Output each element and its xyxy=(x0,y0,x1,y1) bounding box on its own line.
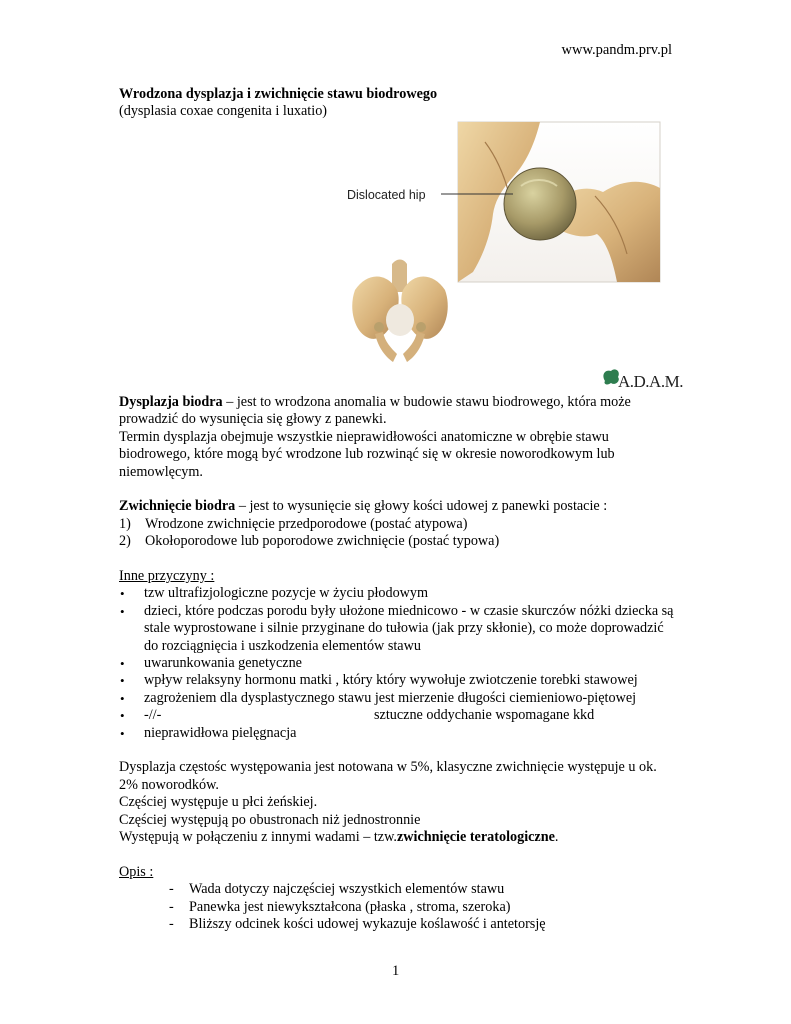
bullet-icon: • xyxy=(120,708,125,724)
title-block xyxy=(119,86,437,121)
adam-logo-text: A.D.A.M. xyxy=(618,372,683,391)
pelvis-overview xyxy=(352,260,448,363)
dysplazja-note: Termin dysplazja obejmuje wszystkie nieprawidłowości anatomiczne w obrębie stawu biodrowego, które mogą być wrodzone lub rozwinąć się w okresie noworodkowym lub niemowlęcym. xyxy=(119,428,615,480)
list-item: 1) Wrodzone zwichnięcie przedporodowe (postać atypowa) xyxy=(119,515,468,532)
list-item: • tzw ultrafizjologiczne pozycje w życiu płodowym xyxy=(120,585,429,602)
stats-line-2: Częściej występuje u płci żeńskiej. xyxy=(119,794,318,811)
opis-heading: Opis : xyxy=(119,863,154,880)
bullet-icon: • xyxy=(120,725,125,741)
list-item: • zagrożeniem dla dysplastycznego stawu jest mierzenie długości ciemieniowo-piętowej xyxy=(120,689,637,706)
document-title: Wrodzona dysplazja i zwichnięcie stawu biodrowego xyxy=(119,86,438,102)
list-item: • nieprawidłowa pielęgnacja xyxy=(120,724,297,741)
list-item: • wpływ relaksyny hormonu matki , który który wywołuje zwiotczenie torebki stawowej xyxy=(120,672,638,689)
bullet-icon: • xyxy=(120,603,125,619)
przyczyny-heading: Inne przyczyny : xyxy=(119,568,215,585)
stats-line-3: Częściej występują po obustronach niż jednostronnie xyxy=(119,811,421,828)
bullet-icon: • xyxy=(120,656,125,672)
header-url: www.pandm.prv.pl xyxy=(561,42,672,58)
dislocated-hip-figure xyxy=(335,122,683,400)
dysplazja-term: Dysplazja biodra xyxy=(119,394,223,410)
stats-line-4: Występują w połączeniu z innymi wadami – tzw.zwichnięcie teratologiczne. xyxy=(119,829,559,846)
dislocated-hip-label: Dislocated hip xyxy=(347,188,426,202)
list-item: - Bliższy odcinek kości udowej wykazuje koślawość i antetorsję xyxy=(169,916,546,933)
list-item: 2) Okołoporodowe lub poporodowe zwichnięcie (postać typowa) xyxy=(119,533,500,550)
zwichniecie-definition: – jest to wysunięcie się głowy kości udowej z panewki postacie : xyxy=(235,498,608,515)
opis-list xyxy=(119,881,674,933)
bullet-icon: • xyxy=(120,673,125,689)
list-item: - Wada dotyczy najczęściej wszystkich elementów stawu xyxy=(169,881,505,898)
przyczyny-list xyxy=(119,585,674,742)
body-text xyxy=(119,394,674,934)
list-item: • dzieci, które podczas porodu były ułożone miednicowo - w czasie skurczów nóżki dziecka są stale wyprostowane i silnie przyginane do tułowia (jak przy skłonie), co może doprowadzić do rozciągnięcia i uszkodzenia elementów stawu xyxy=(120,602,674,654)
bullet-icon: • xyxy=(120,586,125,602)
bullet-icon: • xyxy=(120,690,125,706)
zwichniecie-term: Zwichnięcie biodra xyxy=(119,498,236,515)
adam-logo xyxy=(603,369,683,391)
dysplazja-definition: – jest to wrodzona anomalia w budowie stawu biodrowego, która może prowadzić do wysunięcia się głowy z panewki. xyxy=(119,394,631,428)
page-number: 1 xyxy=(392,963,400,979)
zwichniecie-paragraph xyxy=(119,498,674,515)
list-item: • uwarunkowania genetyczne xyxy=(120,655,302,672)
hip-illustration xyxy=(335,122,683,400)
dysplazja-paragraph xyxy=(119,394,674,429)
zwichniecie-forms-list xyxy=(119,516,674,551)
stats-line-1: Dysplazja częstośc występowania jest notowana w 5%, klasyczne zwichnięcie występuje u ok. 2% noworodków. xyxy=(119,759,657,793)
closeup-panel xyxy=(441,122,660,282)
list-item: • -//- sztuczne oddychanie wspomagane kkd xyxy=(120,707,595,724)
list-item: - Panewka jest niewykształcona (płaska , stroma, szeroka) xyxy=(169,898,511,915)
document-subtitle-latin: (dysplasia coxae congenita i luxatio) xyxy=(119,103,328,120)
